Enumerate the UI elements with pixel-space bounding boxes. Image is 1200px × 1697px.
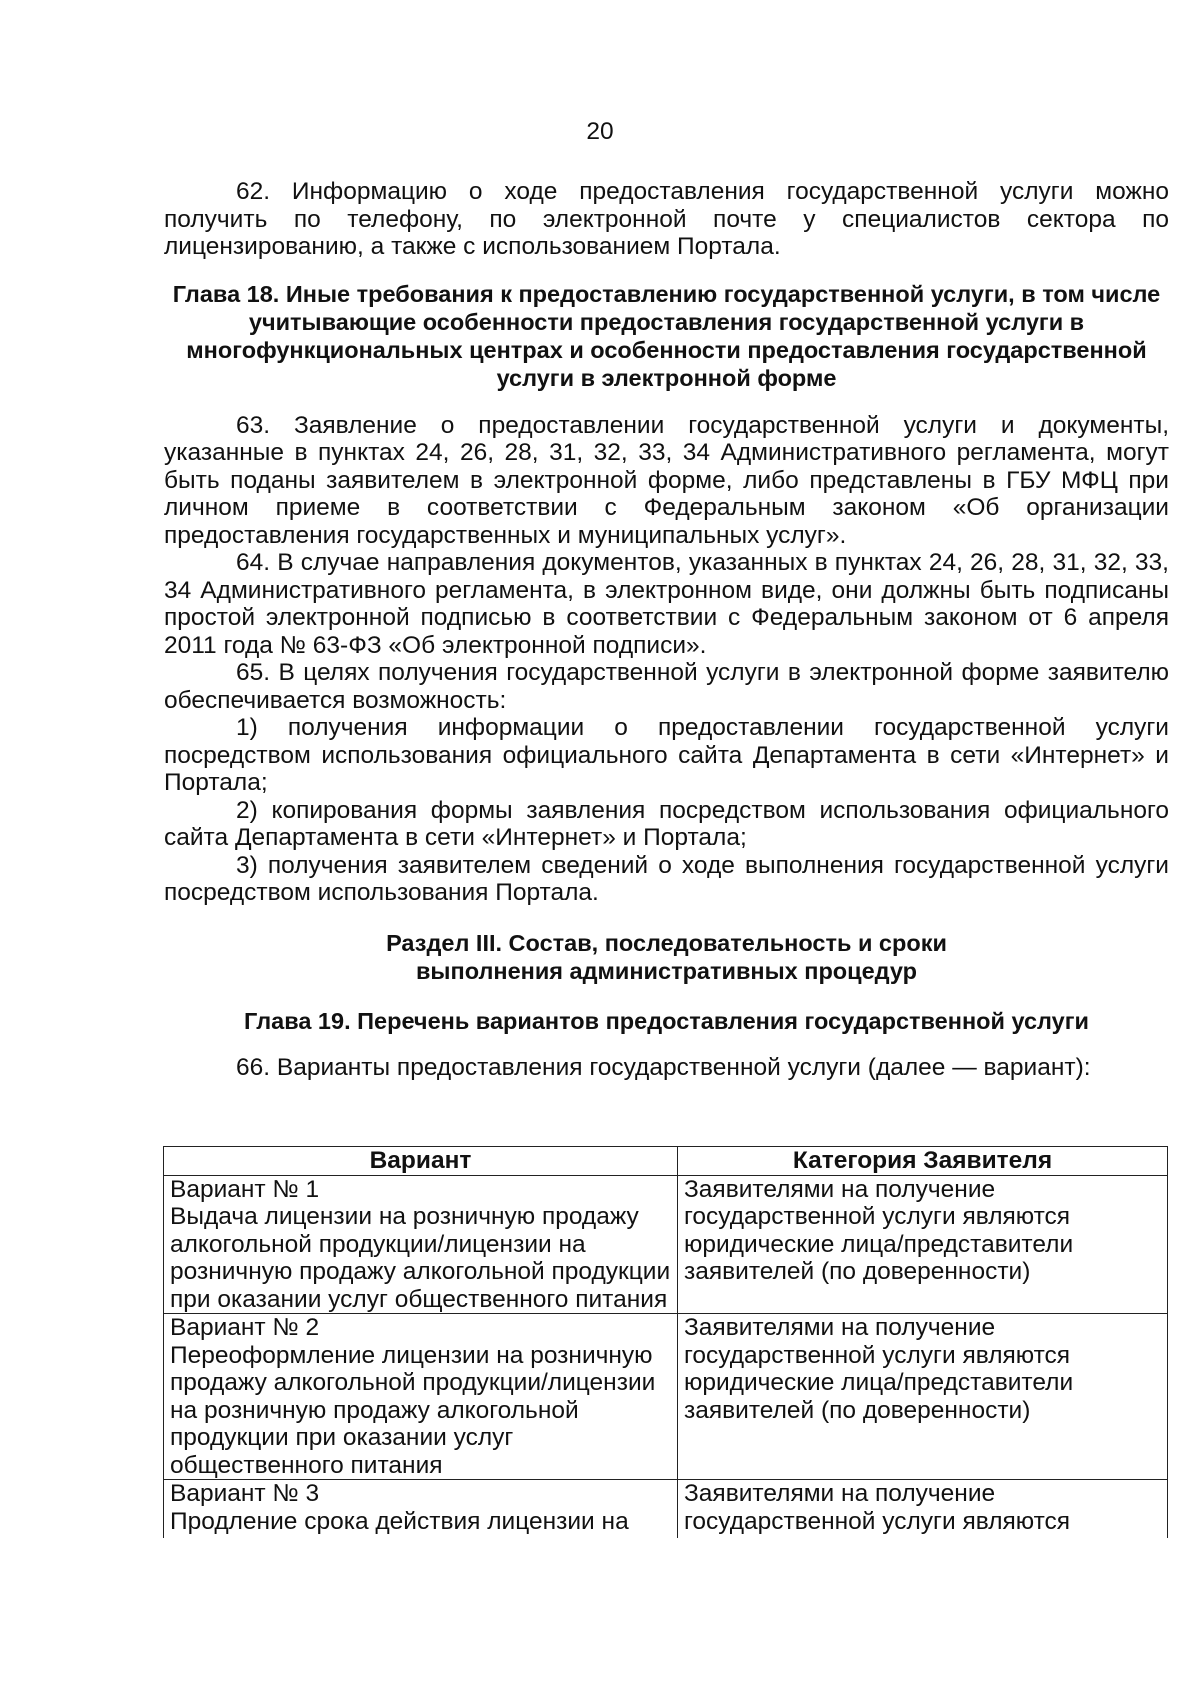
variants-table bbox=[163, 1146, 1168, 1538]
category-cell: Заявителями на получение государственной услуги являются юридические лица/представители заявителей (по доверенности) bbox=[678, 1175, 1168, 1314]
variant-description: Переоформление лицензии на розничную продажу алкогольной продукции/лицензии на розничную продажу алкогольной продукции при оказании услуг общественного питания bbox=[170, 1341, 656, 1479]
variant-cell bbox=[164, 1175, 678, 1314]
variant-cell bbox=[164, 1314, 678, 1480]
document-body bbox=[164, 178, 1169, 1098]
chapter-18-heading: Глава 18. Иные требования к предоставлению государственной услуги, в том числе учитывающие особенности предоставления государственной услуги в многофункциональных центрах и особенности предоставления государственной услуги в электронной форме bbox=[172, 280, 1161, 391]
variant-cell bbox=[164, 1480, 678, 1539]
variant-number: Вариант № 3 bbox=[170, 1480, 320, 1507]
paragraph-63: 63. Заявление о предоставлении государственной услуги и документы, указанные в пунктах 24, 26, 28, 31, 32, 33, 34 Административного регламента, могут быть поданы заявителем в электронной форме, либо представлены в ГБУ МФЦ при личном приеме в соответствии с Федеральным законом «Об организации предоставления государственных и муниципальных услуг». bbox=[164, 411, 1169, 549]
paragraph-65-item-2: 2) копирования формы заявления посредством использования официального сайта Департамента в сети «Интернет» и Портала; bbox=[164, 796, 1169, 851]
variant-number: Вариант № 2 bbox=[170, 1314, 320, 1341]
table-row bbox=[164, 1175, 1168, 1314]
paragraph-66: 66. Варианты предоставления государственной услуги (далее — вариант): bbox=[236, 1053, 1091, 1081]
paragraph-64: 64. В случае направления документов, указанных в пунктах 24, 26, 28, 31, 32, 33, 34 Административного регламента, в электронном виде, они должны быть подписаны простой электронной подписью в соответствии с Федеральным законом от 6 апреля 2011 года № 63-ФЗ «Об электронной подписи». bbox=[164, 549, 1169, 659]
table-header-row bbox=[164, 1147, 1168, 1176]
paragraph-62: 62. Информацию о ходе предоставления государственной услуги можно получить по телефону, по электронной почте у специалистов сектора по лицензированию, а также с использованием Портала. bbox=[164, 178, 1169, 260]
section-3-heading-line-2: выполнения административных процедур bbox=[415, 957, 918, 984]
chapter-19-heading: Глава 19. Перечень вариантов предоставления государственной услуги bbox=[244, 1007, 1089, 1034]
paragraph-65-item-1: 1) получения информации о предоставлении государственной услуги посредством использования официального сайта Департамента в сети «Интернет» и Портала; bbox=[164, 714, 1169, 796]
section-3-heading-line-1: Раздел III. Состав, последовательность и сроки bbox=[386, 929, 947, 956]
section-3-heading bbox=[164, 929, 1169, 985]
variant-number: Вариант № 1 bbox=[170, 1175, 320, 1203]
variant-description: Выдача лицензии на розничную продажу алкогольной продукции/лицензии на розничную продажу алкогольной продукции при оказании услуг общественного питания bbox=[170, 1203, 671, 1313]
page-number: 20 bbox=[586, 118, 614, 145]
variant-description: Продление срока действия лицензии на bbox=[170, 1507, 629, 1535]
table-row bbox=[164, 1314, 1168, 1480]
paragraph-65-item-3: 3) получения заявителем сведений о ходе выполнения государственной услуги посредством использования Портала. bbox=[164, 851, 1169, 906]
column-header-applicant-category: Категория Заявителя bbox=[678, 1147, 1168, 1176]
table-row bbox=[164, 1480, 1168, 1539]
column-header-variant: Вариант bbox=[164, 1147, 678, 1176]
paragraph-65: 65. В целях получения государственной услуги в электронной форме заявителю обеспечивается возможность: bbox=[164, 659, 1169, 714]
category-cell: Заявителями на получение государственной услуги являются bbox=[678, 1480, 1168, 1539]
category-cell: Заявителями на получение государственной услуги являются юридические лица/представители заявителей (по доверенности) bbox=[678, 1314, 1168, 1480]
